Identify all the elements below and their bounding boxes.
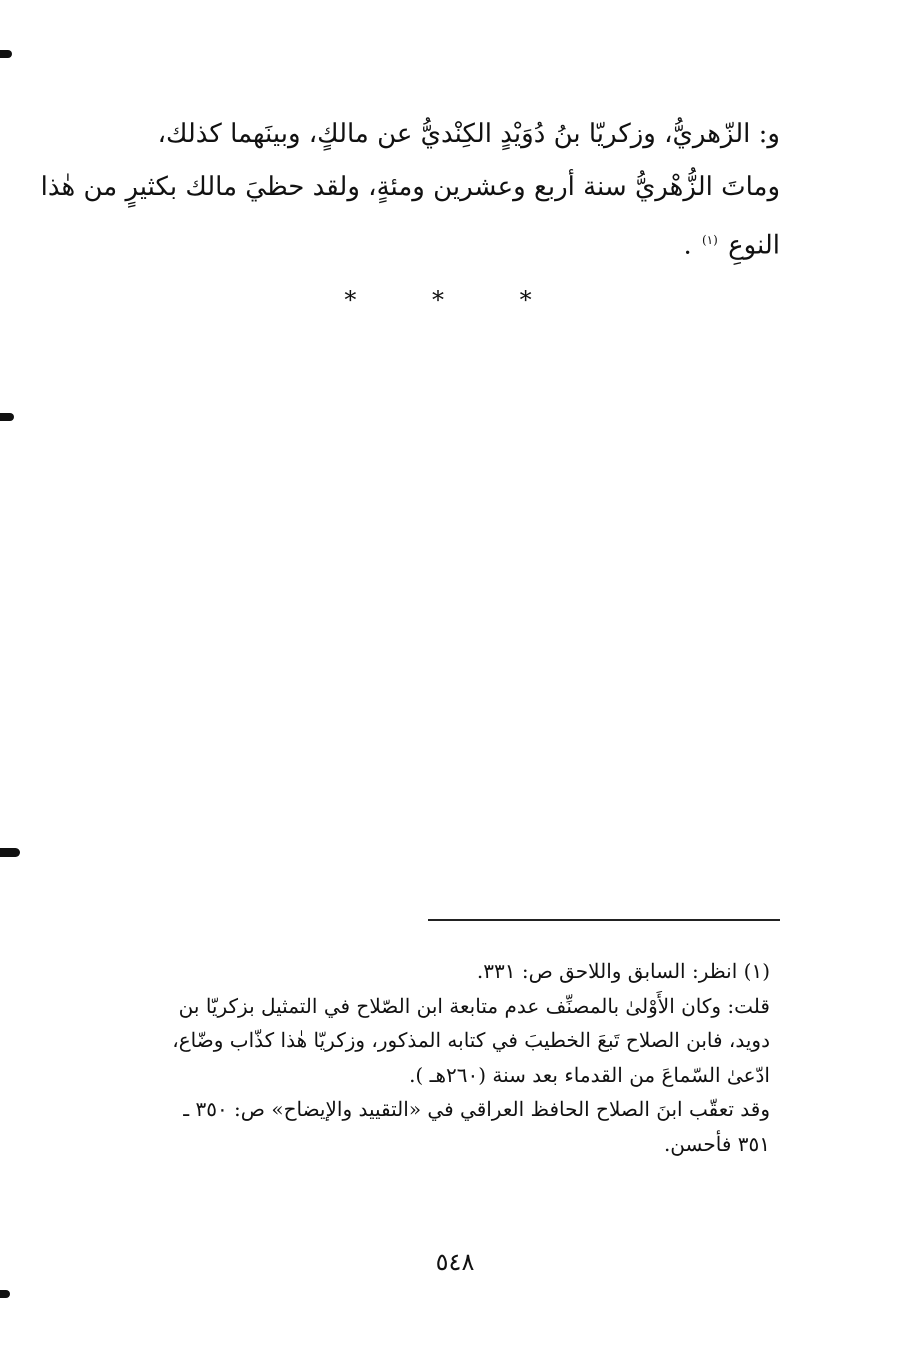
main-text-line: و: الزّهريُّ، وزكريّا بنُ دُوَيْدٍ الكِنْديُّ عن مالكٍ، وبينَهما كذلك، xyxy=(157,119,780,149)
footnote-first-line xyxy=(80,954,770,989)
footnote-reference[interactable]: (١) xyxy=(701,233,718,247)
footnote-line: وقد تعقّب ابنَ الصلاح الحافظ العراقي في «التقييد والإيضاح» ص: ٣٥٠ ـ xyxy=(183,1097,770,1121)
footnote-line: دويد، فابن الصلاح تَبعَ الخطيبَ في كتابه المذكور، وزكريّا هٰذا كذّاب وضّاع، xyxy=(172,1028,770,1052)
footnote-line: ٣٥١ فأحسن. xyxy=(663,1131,770,1156)
scan-edge-mark xyxy=(0,50,12,58)
scan-edge-mark xyxy=(0,848,20,857)
page-number: ٥٤٨ xyxy=(435,1248,475,1276)
footnote-divider xyxy=(428,919,780,921)
main-text-line: وماتَ الزُّهْريُّ سنة أربع وعشرين ومئةٍ، ولقد حظيَ مالك بكثيرٍ من هٰذا xyxy=(40,172,780,202)
footnote-line: ادّعىٰ السّماعَ من القدماء بعد سنة (٢٦٠هـ ). xyxy=(409,1062,770,1087)
sentence-end: . xyxy=(683,230,692,261)
footnotes-block xyxy=(80,954,770,1161)
footnote-line: انظر: السابق واللاحق ص: ٣٣١. xyxy=(476,959,738,983)
scan-edge-mark xyxy=(0,1290,10,1298)
section-separator: * * * xyxy=(344,286,566,314)
main-text-line-last xyxy=(78,214,780,273)
main-text-block xyxy=(40,108,780,273)
scan-edge-mark xyxy=(0,413,14,421)
main-text-line: النوعِ xyxy=(728,230,780,261)
footnote-line: قلت: وكان الأَوْلىٰ بالمصنِّف عدم متابعة ابن الصّلاح في التمثيل بزكريّا بن xyxy=(178,993,770,1018)
footnote-number: (١) xyxy=(743,959,770,983)
